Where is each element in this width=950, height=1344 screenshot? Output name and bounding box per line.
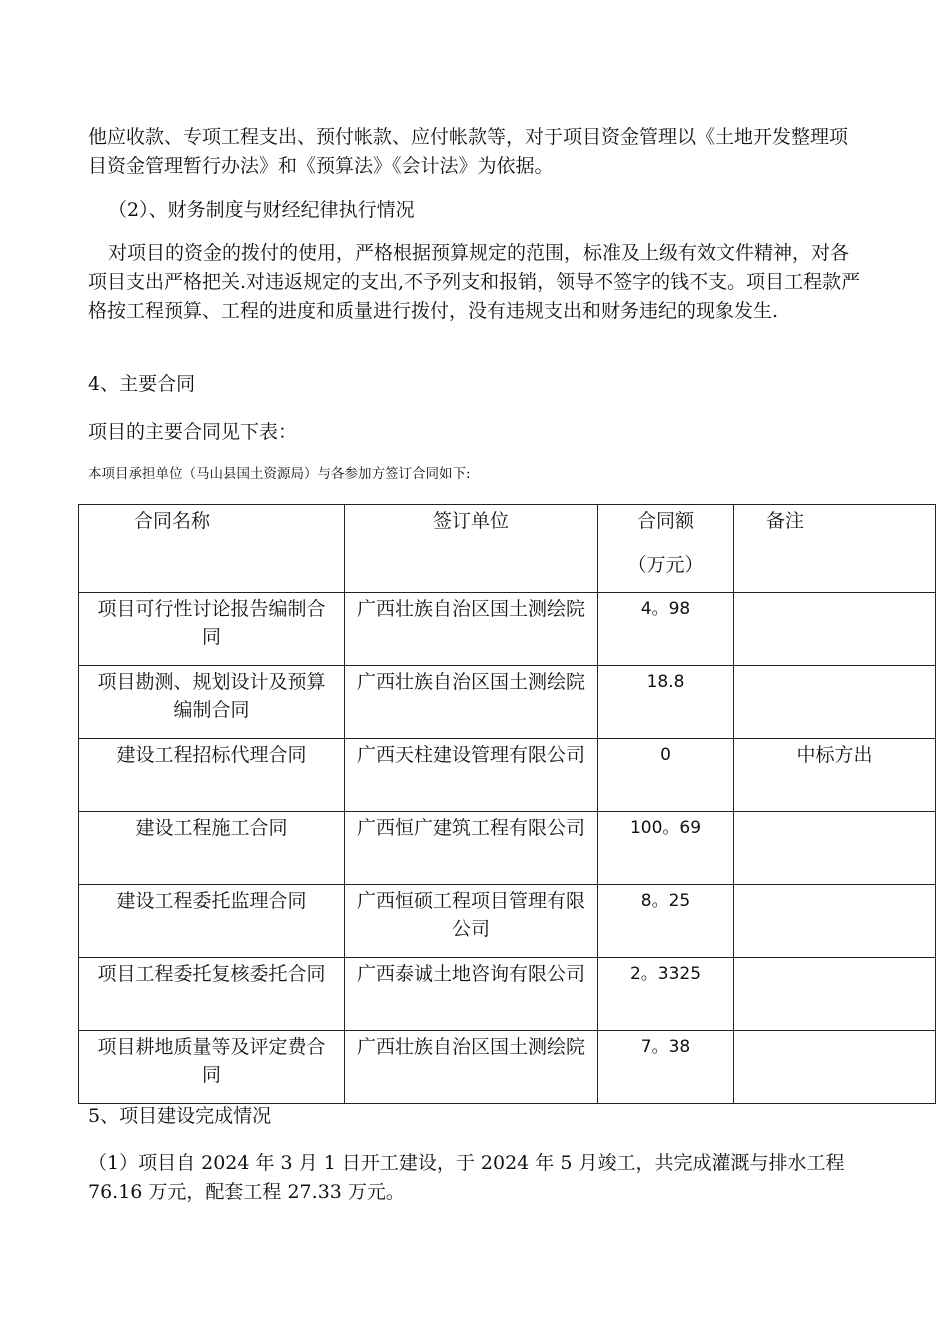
cell-contract-name: 项目耕地质量等及评定费合同 (97, 1036, 326, 1086)
section-heading-main-contracts: 4、主要合同 (88, 373, 196, 395)
cell-signing-unit: 广西壮族自治区国土测绘院 (356, 1036, 585, 1058)
table-row (79, 812, 936, 885)
cell-contract-name: 项目勘测、规划设计及预算编制合同 (97, 671, 326, 721)
paragraph-fund-management: 他应收款、专项工程支出、预付帐款、应付帐款等，对于项目资金管理以《土地开发整理项目资金管理暂行办法》和《预算法》《会计法》为依据。 (88, 126, 849, 177)
paragraph-contracts-note: 本项目承担单位（马山县国土资源局）与各参加方签订合同如下: (88, 466, 471, 482)
header-signing-unit: 签订单位 (345, 505, 598, 593)
section-heading-finance-rules: （2）、财务制度与财经纪律执行情况 (108, 199, 415, 221)
table-row (79, 666, 936, 739)
paragraph-completion: （1）项目自 2024 年 3 月 1 日开工建设，于 2024 年 5 月竣工，共完成灌溉与排水工程 76.16 万元，配套工程 27.33 万元。 (88, 1152, 845, 1203)
contracts-table (78, 504, 936, 1104)
cell-contract-name: 项目可行性讨论报告编制合同 (97, 598, 326, 648)
cell-note (734, 885, 935, 887)
header-amount: 合同额 （万元） (598, 505, 734, 593)
cell-amount: 8。25 (640, 891, 691, 911)
cell-signing-unit: 广西恒广建筑工程有限公司 (356, 817, 585, 839)
table-header-row (79, 505, 936, 593)
cell-contract-name: 建设工程委托监理合同 (116, 890, 307, 912)
cell-contract-name: 建设工程施工合同 (135, 817, 288, 839)
cell-signing-unit: 广西壮族自治区国土测绘院 (356, 598, 585, 620)
cell-contract-name: 建设工程招标代理合同 (116, 744, 307, 766)
cell-note: 中标方出 (796, 744, 873, 766)
table-row (79, 1031, 936, 1104)
table-row (79, 739, 936, 812)
table-row (79, 958, 936, 1031)
cell-amount: 18.8 (646, 672, 685, 692)
cell-contract-name: 项目工程委托复核委托合同 (97, 963, 326, 985)
paragraph-finance-rules: 对项目的资金的拨付的使用，严格根据预算规定的范围，标准及上级有效文件精神，对各项目支出严格把关.对违返规定的支出,不予列支和报销，领导不签字的钱不支。项目工程款严格按工程预算、工程的进度和质量进行拨付，没有违规支出和财务违纪的现象发生. (88, 242, 861, 322)
cell-amount: 4。98 (640, 599, 691, 619)
cell-note (734, 958, 935, 960)
cell-note (734, 666, 935, 668)
cell-amount: 100。69 (629, 818, 702, 838)
cell-signing-unit: 广西壮族自治区国土测绘院 (356, 671, 585, 693)
cell-note (734, 1031, 935, 1033)
cell-signing-unit: 广西恒硕工程项目管理有限公司 (356, 890, 585, 940)
header-note: 备注 (734, 505, 936, 593)
cell-amount: 2。3325 (629, 964, 702, 984)
cell-note (734, 812, 935, 814)
header-contract-name: 合同名称 (79, 505, 345, 593)
cell-amount: 7。38 (640, 1037, 691, 1057)
cell-signing-unit: 广西天柱建设管理有限公司 (356, 744, 585, 766)
table-row (79, 885, 936, 958)
cell-signing-unit: 广西泰诚土地咨询有限公司 (356, 963, 585, 985)
paragraph-contracts-intro: 项目的主要合同见下表： (88, 421, 298, 443)
section-heading-completion: 5、项目建设完成情况 (88, 1105, 272, 1127)
cell-amount: 0 (660, 745, 671, 765)
cell-note (734, 593, 935, 595)
table-row (79, 593, 936, 666)
